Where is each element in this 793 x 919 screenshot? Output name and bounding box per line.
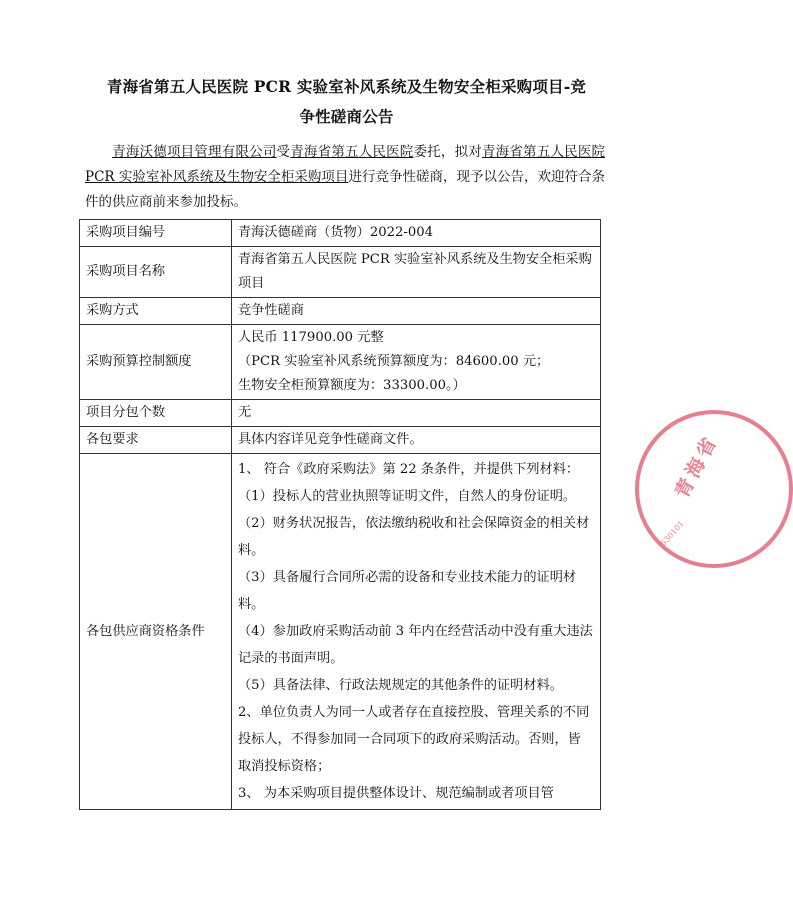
intro-text-2: 委托，拟对 [413,144,482,160]
table-row [80,220,601,247]
row-label-qualifications: 各包供应商资格条件 [80,454,232,810]
row-value-project-no: 青海沃德磋商（货物）2022-004 [232,220,601,247]
table-row [80,247,601,298]
project-name: 青海省第五人民医院 PCR 实验室补风系统及生物安全柜采购项目 [85,144,606,185]
row-value-lots: 无 [232,400,601,427]
budget-total: 人民币 117900.00 元整 [238,330,384,345]
qualification-item: 2、单位负责人为同一人或者存在直接控股、管理关系的不同投标人，不得参加同一合同项下的政府采购活动。否则，皆取消投标资格； [238,705,590,774]
qualification-item: （2）财务状况报告，依法缴纳税收和社会保障资金的相关材料。 [238,516,590,558]
budget-cabinet: 生物安全柜预算额度为：33300.00。） [238,378,466,393]
row-label-lots: 项目分包个数 [80,400,232,427]
seal-number: 630101 [658,519,686,548]
document-title [70,72,623,132]
procurement-info-table [79,219,601,810]
row-value-budget [232,325,601,400]
table-row [80,298,601,325]
qualification-item: 3、 为本采购项目提供整体设计、规范编制或者项目管 [238,786,554,801]
row-value-requirements: 具体内容详见竞争性磋商文件。 [232,427,601,454]
agent-name: 青海沃德项目管理有限公司 [112,144,277,160]
intro-text-3: 进行竞争性磋商，现予以公告，欢迎符合条件的供应商前来参加投标。 [85,169,605,210]
intro-text-1: 受 [276,144,291,160]
row-label-budget: 采购预算控制额度 [80,325,232,400]
row-value-method: 竞争性磋商 [232,298,601,325]
title-line-2: 争性磋商公告 [299,107,394,126]
qualification-item: （3）具备履行合同所必需的设备和专业技术能力的证明材料。 [238,570,577,612]
table-row [80,325,601,400]
row-label-requirements: 各包要求 [80,427,232,454]
title-line-1: 青海省第五人民医院 PCR 实验室补风系统及生物安全柜采购项目-竞 [106,77,587,96]
table-row [80,454,601,810]
client-name: 青海省第五人民医院 [290,144,414,160]
row-label-method: 采购方式 [80,298,232,325]
qualification-item: （1）投标人的营业执照等证明文件，自然人的身份证明。 [238,489,577,504]
intro-paragraph [85,140,605,215]
official-seal [635,410,793,568]
budget-pcr: （PCR 实验室补风系统预算额度为：84600.00 元； [238,354,550,369]
row-value-project-name: 青海省第五人民医院 PCR 实验室补风系统及生物安全柜采购项目 [232,247,601,298]
row-value-qualifications [232,454,601,810]
table-row [80,427,601,454]
qualification-item: （4）参加政府采购活动前 3 年内在经营活动中没有重大违法记录的书面声明。 [238,624,593,666]
table-row [80,400,601,427]
row-label-project-name: 采购项目名称 [80,247,232,298]
seal-text: 青海省 [670,430,723,502]
qualification-item: （5）具备法律、行政法规规定的其他条件的证明材料。 [238,678,563,693]
row-label-project-no: 采购项目编号 [80,220,232,247]
qualification-item: 1、 符合《政府采购法》第 22 条条件，并提供下列材料： [238,462,580,477]
